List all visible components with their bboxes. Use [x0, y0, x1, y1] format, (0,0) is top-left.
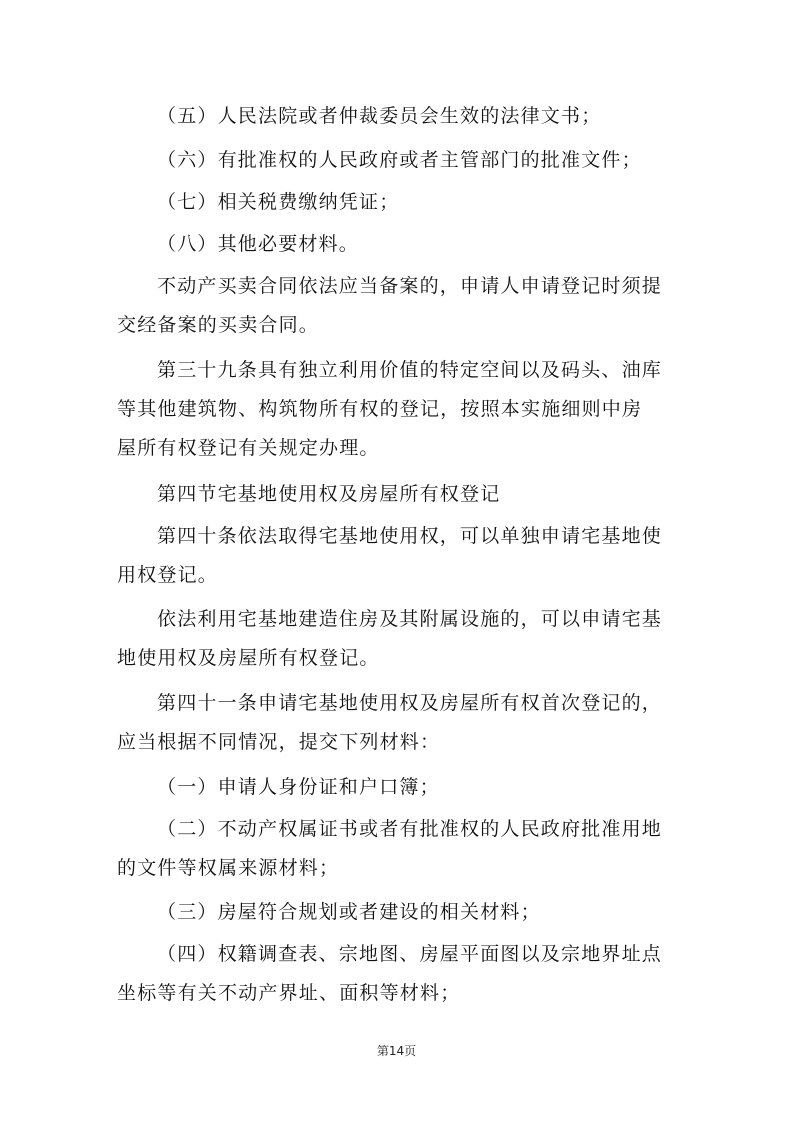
paragraph-article-40: 第四十条依法取得宅基地使用权，可以单独申请宅基地使用权登记。 [117, 525, 663, 586]
paragraph-item-8: （八）其他必要材料。 [157, 233, 360, 255]
list-item-4: （四）权籍调查表、宗地图、房屋平面图以及宗地界址点坐标等有关不动产界址、面积等材料； [117, 943, 663, 1004]
list-item-2: （二）不动产权属证书或者有批准权的人民政府批准用地的文件等权属来源材料； [117, 818, 663, 879]
list-item-3: （三）房屋符合规划或者建设的相关材料； [157, 901, 541, 923]
paragraph-homestead-building: 依法利用宅基地建造住房及其附属设施的，可以申请宅基地使用权及房屋所有权登记。 [117, 608, 663, 669]
section-heading: 第四节宅基地使用权及房屋所有权登记 [157, 483, 501, 505]
paragraph-article-41: 第四十一条申请宅基地使用权及房屋所有权首次登记的，应当根据不同情况，提交下列材料： [117, 692, 663, 753]
paragraph-item-7: （七）相关税费缴纳凭证； [157, 191, 400, 213]
list-item-1: （一）申请人身份证和户口簿； [157, 776, 440, 798]
paragraph-sales-contract: 不动产买卖合同依法应当备案的，申请人申请登记时须提交经备案的买卖合同。 [117, 275, 663, 336]
paragraph-item-6: （六）有批准权的人民政府或者主管部门的批准文件； [157, 149, 642, 171]
paragraph-article-39: 第三十九条具有独立利用价值的特定空间以及码头、油库等其他建筑物、构筑物所有权的登记，按照本实施细则中房屋所有权登记有关规定办理。 [117, 359, 663, 459]
paragraph-item-5: （五）人民法院或者仲裁委员会生效的法律文书； [157, 105, 602, 127]
page-number: 第14页 [376, 1044, 417, 1058]
